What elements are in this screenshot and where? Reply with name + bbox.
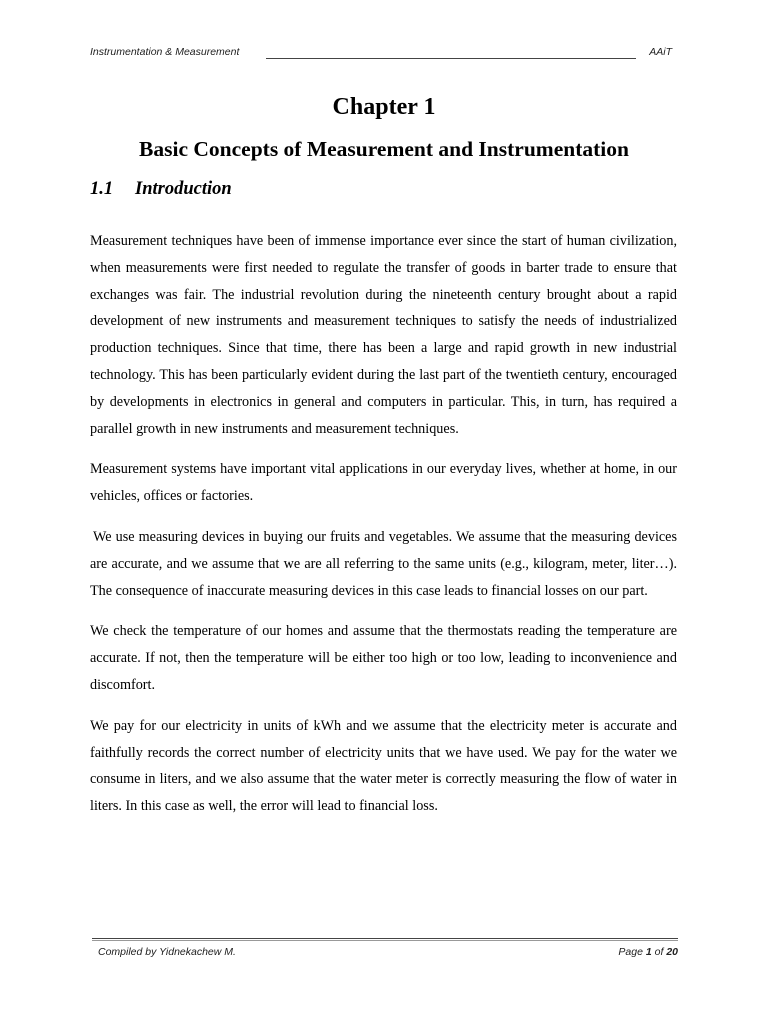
header-rule (266, 58, 636, 59)
paragraph: We pay for our electricity in units of kWh and we assume that the electricity meter is accurate and faithfully records the correct number of electricity units that we have used. We pay for the water we consume in liters, and we also assume that the water meter is correctly measuring the flow of water in liters. In this case as well, the error will lead to financial loss. (90, 717, 677, 815)
of-word: of (654, 946, 664, 958)
section-heading (90, 179, 232, 200)
footer-rule-secondary (92, 940, 678, 941)
chapter-title: Basic Concepts of Measurement and Instrumentation (139, 137, 629, 161)
header-rule-dash (614, 58, 622, 59)
page-header (90, 46, 674, 62)
footer-author: Compiled by Yidnekachew M. (98, 946, 236, 958)
footer-rule (92, 938, 678, 939)
paragraph: We use measuring devices in buying our fruits and vegetables. We assume that the measuring devices are accurate, and we assume that we are all referring to the same units (e.g., kilogram, meter, liter…). The consequence of inaccurate measuring devices in this case leads to financial losses on our part. (90, 528, 677, 599)
body-text (90, 228, 677, 834)
header-institution: AAiT (649, 46, 672, 58)
total-page-count: 20 (666, 946, 678, 958)
chapter-number: Chapter 1 (332, 94, 436, 120)
page-indicator (618, 946, 678, 958)
section-number: 1.1 (90, 179, 114, 199)
paragraph: Measurement techniques have been of immense importance ever since the start of human civilization, when measurements were first needed to regulate the transfer of goods in barter trade to ensure that exchanges was fair. The industrial revolution during the nineteenth century brought about a rapid development of new instruments and measurement techniques to satisfy the needs of industrialized production techniques. Since that time, there has been a large and rapid growth in new industrial technology. This has been particularly evident during the last part of the twentieth century, encouraged by developments in electronics in general and computers in particular. This, in turn, has required a parallel growth in new instruments and measurement techniques. (90, 233, 677, 437)
paragraph: We check the temperature of our homes and assume that the thermostats reading the temperature are accurate. If not, then the temperature will be either too high or too low, leading to inconvenience and discomfort. (90, 623, 677, 693)
section-title: Introduction (135, 179, 232, 199)
header-course-title: Instrumentation & Measurement (90, 46, 240, 58)
page-word: Page (618, 946, 643, 958)
current-page-number: 1 (645, 946, 652, 958)
paragraph: Measurement systems have important vital applications in our everyday lives, whether at home, in our vehicles, offices or factories. (90, 461, 677, 505)
